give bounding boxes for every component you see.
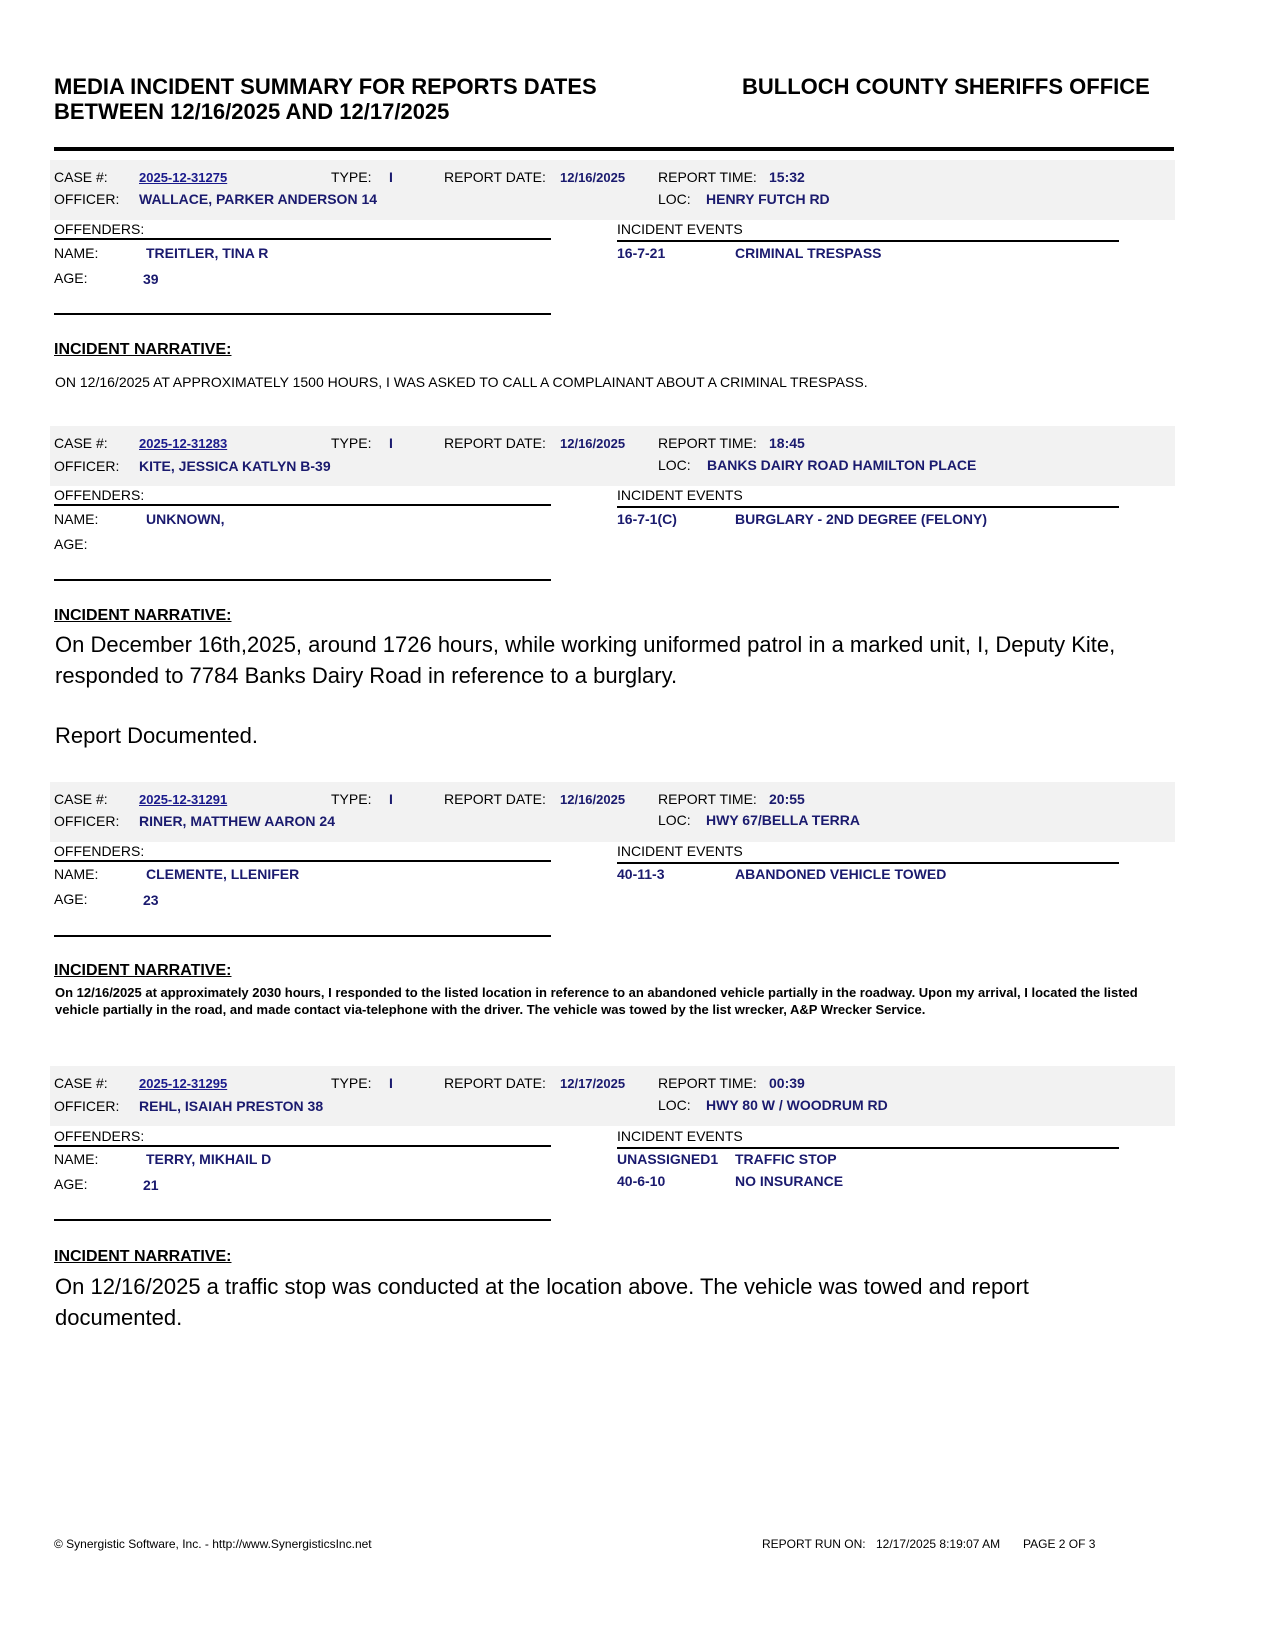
incident-events-label: INCIDENT EVENTS bbox=[617, 487, 743, 503]
incident-events-label: INCIDENT EVENTS bbox=[617, 843, 743, 859]
event-code: 40-6-10 bbox=[617, 1173, 666, 1189]
name-label: NAME: bbox=[54, 511, 99, 527]
event-code: 16-7-21 bbox=[617, 245, 666, 261]
event-desc: TRAFFIC STOP bbox=[735, 1151, 837, 1167]
report-date-value: 12/17/2025 bbox=[560, 1076, 626, 1091]
officer-label: OFFICER: bbox=[54, 191, 120, 207]
event-code: 40-11-3 bbox=[617, 866, 665, 882]
report-date-label: REPORT DATE: bbox=[444, 791, 546, 807]
offender-age: 21 bbox=[143, 1177, 159, 1193]
report-date-label: REPORT DATE: bbox=[444, 435, 546, 451]
event-code: UNASSIGNED1 bbox=[617, 1151, 719, 1167]
event-desc: BURGLARY - 2ND DEGREE (FELONY) bbox=[735, 511, 988, 527]
report-date-value: 12/16/2025 bbox=[560, 170, 626, 185]
event-code: 16-7-1(C) bbox=[617, 511, 677, 527]
officer-label: OFFICER: bbox=[54, 458, 120, 474]
report-time-value: 20:55 bbox=[769, 791, 805, 807]
case-number-link[interactable]: 2025-12-31283 bbox=[139, 436, 228, 451]
loc-value: HWY 67/BELLA TERRA bbox=[706, 812, 861, 828]
narrative-heading: INCIDENT NARRATIVE: bbox=[54, 1248, 232, 1265]
offenders-label: OFFENDERS: bbox=[54, 843, 145, 859]
case-label: CASE #: bbox=[54, 435, 108, 451]
offender-age: 23 bbox=[143, 892, 159, 908]
incident-events-label: INCIDENT EVENTS bbox=[617, 1128, 743, 1144]
incident-events-label: INCIDENT EVENTS bbox=[617, 221, 743, 237]
officer-value: REHL, ISAIAH PRESTON 38 bbox=[139, 1098, 324, 1114]
age-label: AGE: bbox=[54, 536, 88, 552]
report-title-line2: BETWEEN 12/16/2025 AND 12/17/2025 bbox=[54, 99, 450, 124]
officer-label: OFFICER: bbox=[54, 813, 120, 829]
report-title-line1: MEDIA INCIDENT SUMMARY FOR REPORTS DATES bbox=[54, 74, 597, 99]
age-label: AGE: bbox=[54, 1176, 88, 1192]
report-time-label: REPORT TIME: bbox=[658, 1075, 757, 1091]
type-label: TYPE: bbox=[331, 169, 372, 185]
name-label: NAME: bbox=[54, 1151, 99, 1167]
offenders-label: OFFENDERS: bbox=[54, 487, 145, 503]
footer-run-on-value: 12/17/2025 8:19:07 AM bbox=[876, 1537, 1001, 1551]
offender-age: 39 bbox=[143, 271, 159, 287]
narrative-text: On 12/16/2025 a traffic stop was conducted at the location above. The vehicle was towed and report documented. bbox=[55, 1274, 1029, 1330]
officer-value: KITE, JESSICA KATLYN B-39 bbox=[139, 458, 331, 474]
type-value: I bbox=[389, 435, 393, 451]
age-label: AGE: bbox=[54, 891, 88, 907]
narrative-text: On 12/16/2025 at approximately 2030 hours, I responded to the listed location in reference to an abandoned vehicle partially in the roadway. Upon my arrival, I located the listed vehicle partially in the road, and made contact via-telephone with the driver. The vehicle was towed by the list wrecker, A&P Wrecker Service. bbox=[55, 985, 1138, 1017]
event-desc: ABANDONED VEHICLE TOWED bbox=[735, 866, 947, 882]
narrative-text: On December 16th,2025, around 1726 hours, while working uniformed patrol in a marked unit, I, Deputy Kite, responded to 7784 Banks Dairy Road in reference to a burglary. bbox=[55, 632, 1116, 688]
report-date-value: 12/16/2025 bbox=[560, 792, 626, 807]
footer-run-on-label: REPORT RUN ON: bbox=[762, 1537, 866, 1551]
type-label: TYPE: bbox=[331, 791, 372, 807]
name-label: NAME: bbox=[54, 245, 99, 261]
agency-name: BULLOCH COUNTY SHERIFFS OFFICE bbox=[742, 74, 1150, 99]
footer-software-credit: © Synergistic Software, Inc. - http://www.SynergisticsInc.net bbox=[54, 1537, 372, 1551]
officer-label: OFFICER: bbox=[54, 1098, 120, 1114]
header-divider bbox=[54, 147, 1174, 151]
loc-label: LOC: bbox=[658, 812, 691, 828]
officer-value: RINER, MATTHEW AARON 24 bbox=[139, 813, 335, 829]
type-value: I bbox=[389, 791, 393, 807]
footer-page-number: PAGE 2 OF 3 bbox=[1023, 1537, 1096, 1551]
report-time-label: REPORT TIME: bbox=[658, 435, 757, 451]
type-label: TYPE: bbox=[331, 1075, 372, 1091]
loc-label: LOC: bbox=[658, 457, 691, 473]
case-label: CASE #: bbox=[54, 791, 108, 807]
offenders-label: OFFENDERS: bbox=[54, 221, 145, 237]
case-number-link[interactable]: 2025-12-31291 bbox=[139, 792, 228, 807]
narrative-text: ON 12/16/2025 AT APPROXIMATELY 1500 HOURS, I WAS ASKED TO CALL A COMPLAINANT ABOUT A CRIMINAL TRESPASS. bbox=[55, 374, 868, 390]
event-desc: NO INSURANCE bbox=[735, 1173, 844, 1189]
report-date-value: 12/16/2025 bbox=[560, 436, 626, 451]
narrative-text-2: Report Documented. bbox=[55, 723, 258, 748]
loc-value: HENRY FUTCH RD bbox=[706, 191, 830, 207]
report-time-value: 00:39 bbox=[769, 1075, 805, 1091]
report-time-label: REPORT TIME: bbox=[658, 791, 757, 807]
offender-name: TERRY, MIKHAIL D bbox=[146, 1151, 272, 1167]
type-label: TYPE: bbox=[331, 435, 372, 451]
loc-value: HWY 80 W / WOODRUM RD bbox=[706, 1097, 888, 1113]
narrative-heading: INCIDENT NARRATIVE: bbox=[54, 607, 232, 624]
case-number-link[interactable]: 2025-12-31275 bbox=[139, 170, 228, 185]
report-date-label: REPORT DATE: bbox=[444, 1075, 546, 1091]
report-time-value: 18:45 bbox=[769, 435, 805, 451]
report-time-value: 15:32 bbox=[769, 169, 805, 185]
loc-label: LOC: bbox=[658, 191, 691, 207]
report-time-label: REPORT TIME: bbox=[658, 169, 757, 185]
officer-value: WALLACE, PARKER ANDERSON 14 bbox=[139, 191, 378, 207]
case-label: CASE #: bbox=[54, 1075, 108, 1091]
age-label: AGE: bbox=[54, 270, 88, 286]
loc-label: LOC: bbox=[658, 1097, 691, 1113]
case-label: CASE #: bbox=[54, 169, 108, 185]
loc-value: BANKS DAIRY ROAD HAMILTON PLACE bbox=[707, 457, 977, 473]
narrative-heading: INCIDENT NARRATIVE: bbox=[54, 341, 232, 358]
offender-name: TREITLER, TINA R bbox=[146, 245, 269, 261]
report-date-label: REPORT DATE: bbox=[444, 169, 546, 185]
narrative-heading: INCIDENT NARRATIVE: bbox=[54, 962, 232, 979]
name-label: NAME: bbox=[54, 866, 99, 882]
event-desc: CRIMINAL TRESPASS bbox=[735, 245, 882, 261]
type-value: I bbox=[389, 1075, 393, 1091]
type-value: I bbox=[389, 169, 393, 185]
offender-name: UNKNOWN, bbox=[146, 511, 225, 527]
case-number-link[interactable]: 2025-12-31295 bbox=[139, 1076, 228, 1091]
offenders-label: OFFENDERS: bbox=[54, 1128, 145, 1144]
offender-name: CLEMENTE, LLENIFER bbox=[146, 866, 300, 882]
